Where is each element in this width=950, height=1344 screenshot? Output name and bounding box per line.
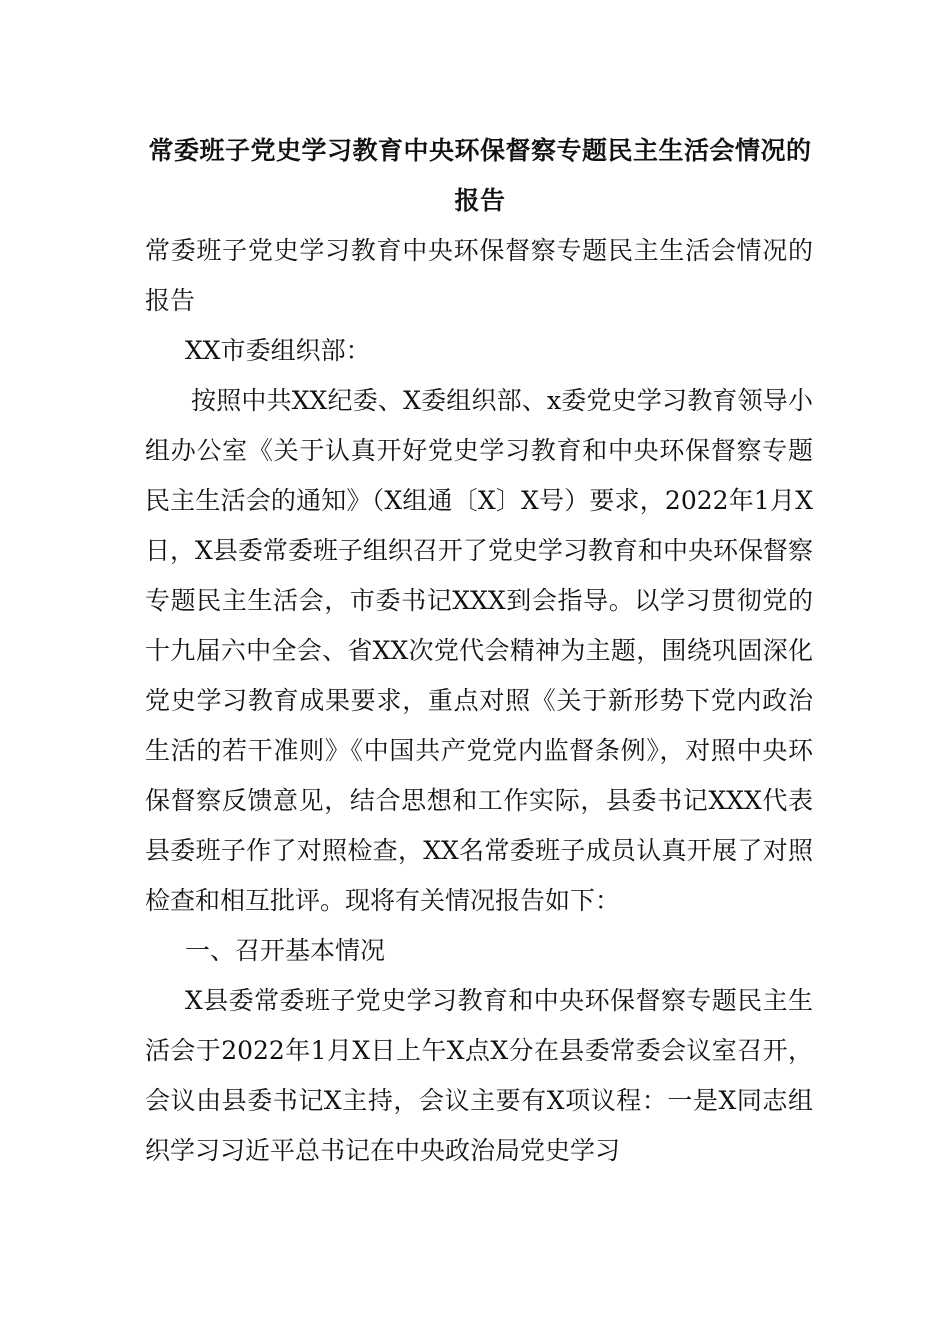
- paragraph-1: 按照中共XX纪委、X委组织部、x委党史学习教育领导小组办公室《关于认真开好党史学习教育和中央环保督察专题民主生活会的通知》（X组通〔X〕X号）要求，2022年1月X日，X县委常委班子组织召开了党史学习教育和中央环保督察专题民主生活会，市委书记XXX到会指导。以学习贯彻党的十九届六中全会、省XX次党代会精神为主题，围绕巩固深化党史学习教育成果要求，重点对照《关于新形势下党内政治生活的若干准则》《中国共产党党内监督条例》，对照中央环保督察反馈意见，结合思想和工作实际，县委书记XXX代表县委班子作了对照检查，XX名常委班子成员认真开展了对照检查和相互批评。现将有关情况报告如下：: [145, 386, 813, 915]
- paragraph-2: X县委常委班子党史学习教育和中央环保督察专题民主生活会于2022年1月X日上午X点X分在县委常委会议室召开，会议由县委书记X主持，会议主要有X项议程：一是X同志组织学习习近平总书记在中央政治局党史学习: [145, 986, 813, 1165]
- document-subtitle: 常委班子党史学习教育中央环保督察专题民主生活会情况的报告: [145, 236, 813, 315]
- document-body: [145, 226, 813, 1176]
- document-title: 常委班子党史学习教育中央环保督察专题民主生活会情况的报告: [148, 136, 812, 215]
- section-heading-1: 一、召开基本情况: [185, 936, 386, 965]
- salutation: XX市委组织部：: [185, 336, 371, 365]
